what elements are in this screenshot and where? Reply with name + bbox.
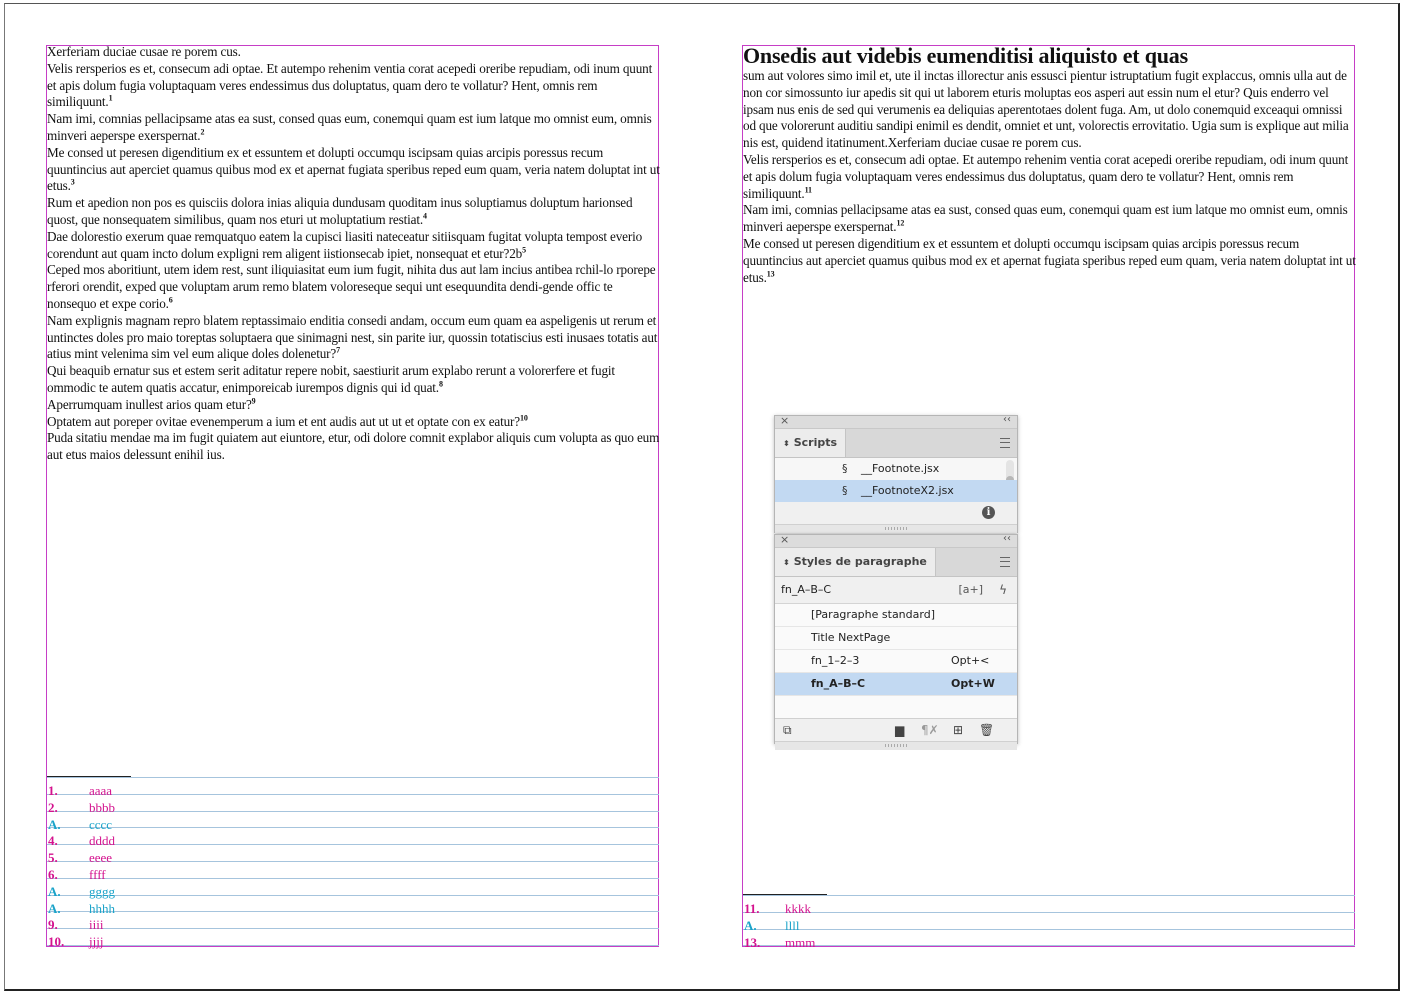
body-paragraph[interactable]: [47, 397, 661, 414]
footnote-text: kkkk: [785, 901, 811, 916]
footnote-text: cccc: [89, 816, 113, 832]
footnote-row[interactable]: [47, 812, 659, 832]
updown-icon: ⬍: [783, 558, 790, 567]
paragraph-styles-panel[interactable]: [774, 534, 1018, 744]
paragraph-text: Me consed ut peresen digenditium ex et essuntem et dolupti occumqu iscipsam quias arcipis poressus recum quuntincius aut aperciet quamus quibus mod ex et apernat fugiata speribus reped eum quam, veria natem doluptat int ut etus.: [47, 144, 660, 194]
body-paragraph[interactable]: [743, 236, 1357, 286]
paragraph-text: Velis rersperios es et, consecum adi optae. Et autempo rehenim ventia corat acepedi oreribe repudiam, odi inum quunt et apis dolum fugia voluptaquam veres endessimus dus doluptatus, quam dero te vollatur? Hent, omnis rem similiquunt.: [743, 151, 1349, 201]
paragraph-text: Ceped mos aboritiunt, utem idem rest, sunt iliquiasitat eum ium fugit, nihita dus aut lam incius antibea rchil-lo rporepe rferori orendit, exped que voluptam arum remo blatem voloreseque sequi unt esequundita dendi-gende offic te nonsequo et expe corio.: [47, 262, 656, 311]
footnote-number: 1.: [48, 783, 58, 798]
footnote-number: 6.: [48, 866, 58, 882]
body-paragraph[interactable]: [47, 430, 661, 464]
footnote-number: A.: [48, 883, 61, 899]
script-label: __Footnote.jsx: [861, 462, 940, 475]
footnote-row[interactable]: [47, 778, 659, 798]
page-heading: Onsedis aut videbis eumenditisi aliquisto et quas: [743, 44, 1188, 68]
style-shortcut: Opt+W: [951, 677, 995, 690]
paragraph-text: Xerferiam duciae cusae re porem cus.: [47, 44, 241, 59]
footnote-text: jjjj: [89, 934, 104, 950]
footnote-reference[interactable]: 7: [336, 345, 340, 355]
paragraph-text: Nam explignis magnam repro blatem reptassimaio enditia consedi andam, occum eum quam ea aspeligenis ut rerum et untinctes doles pro maio toreptas soluptaera que sinimagni nest, sin parite iur, quossin totatiscius esti inusaes totatis aut atius mint velenima sim vel eum alique doles dolenetur?: [47, 312, 658, 362]
paragraph-style-item[interactable]: [775, 627, 1017, 650]
script-file-icon: §: [842, 462, 848, 475]
footnote-row[interactable]: [47, 879, 659, 899]
left-text-frame[interactable]: [47, 44, 661, 474]
new-style-icon[interactable]: ⊞: [953, 723, 964, 737]
footnote-text: hhhh: [89, 900, 115, 916]
styles-tab-row: [775, 548, 1017, 577]
styles-footer: [775, 718, 1017, 741]
close-icon[interactable]: ×: [780, 414, 790, 427]
body-paragraph[interactable]: [47, 363, 661, 397]
footnote-text: mmm: [785, 934, 816, 950]
body-paragraph[interactable]: [47, 44, 661, 61]
footnote-reference[interactable]: 9: [251, 396, 256, 406]
footnote-text: gggg: [89, 883, 115, 899]
footnote-text: dddd: [89, 833, 115, 849]
updown-icon: ⬍: [783, 439, 790, 448]
load-styles-icon[interactable]: ⧉: [783, 723, 792, 737]
paragraph-text: Qui beaquib ernatur sus et estem serit aditatur repere nobit, saestiurit arum explabo rerunt a volorerfere et fugit ommodic te autem quatis accatur, enimporeicab iurempos dignis qui id quat.: [47, 363, 615, 395]
resize-grip[interactable]: [775, 524, 1017, 533]
tab-scripts[interactable]: [775, 429, 846, 457]
footnote-number: 2.: [48, 799, 58, 815]
footnote-row[interactable]: [47, 795, 659, 815]
footnote-reference[interactable]: 11: [804, 185, 812, 195]
footnote-text: ffff: [89, 866, 106, 882]
style-label: fn_1–2–3: [811, 654, 860, 667]
style-list-empty: [775, 696, 1017, 718]
footnote-number: 5.: [48, 850, 58, 866]
clear-overrides-icon[interactable]: ¶✗: [921, 723, 939, 737]
quick-apply-icon[interactable]: ϟ: [999, 583, 1007, 597]
paragraph-text: Optatem aut poreper ovitae evenemperum a ium et ent audis aut ut ut et optate con ex eatur?: [47, 413, 521, 429]
footnote-row[interactable]: [47, 929, 659, 950]
footnote-text: eeee: [89, 850, 113, 866]
right-footnote-area[interactable]: [743, 895, 1355, 950]
scripts-panel-titlebar[interactable]: [775, 416, 1017, 429]
body-paragraph[interactable]: [47, 313, 661, 363]
style-label: Title NextPage: [811, 631, 891, 644]
style-shortcut: Opt+<: [951, 654, 990, 667]
footnote-reference[interactable]: 13: [766, 269, 775, 279]
body-paragraph[interactable]: [743, 202, 1357, 236]
paragraph-text: Nam imi, comnias pellacipsame atas ea sust, consed quas eum, conemqui quam est ium latque mo omnist eum, omnis minveri aeperspe exerspernat.: [743, 202, 1348, 235]
footnote-text: iiii: [89, 917, 104, 933]
body-paragraph[interactable]: [47, 195, 661, 229]
footnote-text: llll: [785, 917, 800, 933]
script-item[interactable]: [775, 458, 1017, 480]
footnote-number: 4.: [48, 833, 58, 849]
body-paragraph[interactable]: [47, 145, 661, 195]
tab-scripts-label: Scripts: [793, 436, 838, 449]
footnote-reference[interactable]: 12: [896, 218, 905, 228]
footnote-reference[interactable]: 4: [423, 211, 427, 221]
body-paragraph[interactable]: [47, 414, 661, 431]
paragraph-text: Puda sitatiu mendae ma im fugit quiatem aut eiuntore, etur, odi dolore comnit explabor aliquis cum volupta as quo eum aut etus maios delessunt enihil ius.: [47, 430, 660, 463]
paragraph-text: Aperrumquam inullest arios quam etur?: [47, 396, 252, 412]
script-file-icon: §: [842, 484, 848, 497]
footnote-reference[interactable]: 8: [438, 379, 443, 389]
scripts-panel[interactable]: [774, 415, 1018, 533]
paragraph-style-item[interactable]: [775, 650, 1017, 673]
body-paragraph[interactable]: [47, 61, 661, 111]
style-label: [Paragraphe standard]: [811, 608, 935, 621]
footnote-text: aaaa: [89, 783, 113, 798]
footnote-number: 10.: [48, 934, 65, 950]
footnote-number: A.: [48, 816, 61, 832]
footnote-number: A.: [744, 917, 757, 933]
paragraph-text: Velis rersperios es et, consecum adi optae. Et autempo rehenim ventia corat acepedi oreribe repudiam, odi inum quunt et apis dolum fugia voluptaquam veres endessimus dus doluptatus, quam dero te vollatur? Hent, omnis rem similiquunt.: [47, 60, 653, 110]
body-paragraph[interactable]: [743, 68, 1357, 152]
paragraph-style-item[interactable]: [775, 604, 1017, 627]
footnote-reference[interactable]: 10: [520, 413, 528, 423]
body-paragraph[interactable]: [743, 152, 1357, 202]
footnote-row[interactable]: [47, 896, 659, 916]
close-icon[interactable]: ×: [780, 533, 790, 546]
new-group-folder-icon[interactable]: ▆: [895, 723, 905, 737]
paragraph-text: Me consed ut peresen digenditium ex et essuntem et dolupti occumqu iscipsam quias arcipis poressus recum quuntincius aut aperciet quamus quibus mod ex et apernat fugiata speribus reped eum quam, veria natem doluptat int ut etus.: [743, 235, 1356, 285]
body-paragraph[interactable]: [47, 262, 661, 312]
collapse-icon[interactable]: ‹‹: [1003, 414, 1011, 425]
current-style-name: fn_A–B–C: [781, 583, 832, 596]
current-style-row: [775, 577, 1017, 604]
footnote-number: A.: [48, 900, 61, 916]
tab-paragraph-styles-label: Styles de paragraphe: [793, 555, 927, 568]
footnote-reference[interactable]: 6: [168, 295, 173, 305]
footnote-row[interactable]: [47, 828, 659, 849]
footnote-reference[interactable]: 3: [70, 177, 75, 187]
resize-grip[interactable]: [775, 741, 1017, 750]
body-paragraph[interactable]: [47, 111, 661, 145]
paragraph-style-item[interactable]: [775, 673, 1017, 696]
tab-paragraph-styles[interactable]: [775, 548, 936, 576]
footnote-text: bbbb: [89, 799, 115, 815]
script-list: [775, 458, 1017, 502]
panel-menu-icon[interactable]: [1000, 557, 1010, 567]
footnote-row[interactable]: [47, 912, 659, 933]
styles-panel-titlebar[interactable]: [775, 535, 1017, 548]
footnote-reference[interactable]: 1: [108, 94, 113, 103]
collapse-icon[interactable]: ‹‹: [1003, 533, 1011, 544]
footnote-reference[interactable]: 5: [522, 245, 526, 255]
new-style-override-icon[interactable]: [a+]: [958, 583, 983, 596]
panel-menu-icon[interactable]: [1000, 438, 1010, 448]
paragraph-text: Dae dolorestio exerum quae remquatquo eatem la cupisci liasiti nateceatur sitiisquam fugitat volupta tempost everio corendunt aut quam incto dolum expligni rem aligent iistionsecab ipiet, nonsequat et etur?2b: [47, 228, 643, 261]
style-list: [775, 604, 1017, 696]
footnote-row[interactable]: [743, 930, 1355, 950]
footnote-reference[interactable]: 2: [200, 127, 205, 137]
footnote-number: 11.: [744, 901, 760, 916]
footnote-row[interactable]: [47, 845, 659, 866]
left-page[interactable]: [4, 3, 703, 991]
paragraph-text: Rum et apedion non pos es quisciis dolora inias aliquia dundusam quoditam inus soluptiamus doluptum harionsed quost, que nonsequatem similibus, quam nos eturi ut moluptatium restiat.: [47, 195, 633, 227]
footnote-row[interactable]: [743, 913, 1355, 933]
footnote-number: 9.: [48, 917, 58, 933]
script-item[interactable]: [775, 480, 1017, 502]
footnote-row[interactable]: [743, 896, 1355, 916]
paragraph-text: sum aut volores simo imil et, ute il inctas illorectur anis essusci pientur istruptatium fugit explaccus, omnis ulla aut de non cor simossunto iur apedis sit qui ut laborem eturis moluptas eos asperi aut essin num el etur? Quis enderro vel ipsam nus enis de sed qui verumenis ea deliquias aperentotaes dolent fuga. Am, ut dolo conemquid exceaqui omnissi od que volorerunt auditiu sandipi enimil es dendit, omniet et unt, volorectis errovitatio. Ugia sum is explique aut milia nis est, quidend itatinument.Xerferiam duciae cusae re porem cus.: [743, 68, 1349, 151]
footnote-number: 13.: [744, 934, 761, 950]
right-text-frame[interactable]: [743, 44, 1357, 294]
scripts-tab-row: [775, 429, 1017, 458]
scripts-info-row: [775, 502, 1017, 524]
body-paragraph[interactable]: [47, 229, 661, 263]
script-label: __FootnoteX2.jsx: [861, 484, 954, 497]
delete-icon[interactable]: 🗑: [979, 723, 995, 737]
paragraph-text: Nam imi, comnias pellacipsame atas ea sust, consed quas eum, conemqui quam est ium latque mo omnist eum, omnis minveri aeperspe exerspernat.: [47, 111, 652, 143]
style-label: fn_A–B–C: [811, 677, 866, 690]
info-icon[interactable]: i: [982, 506, 995, 519]
left-footnote-area[interactable]: [47, 777, 659, 950]
footnote-row[interactable]: [47, 862, 659, 882]
